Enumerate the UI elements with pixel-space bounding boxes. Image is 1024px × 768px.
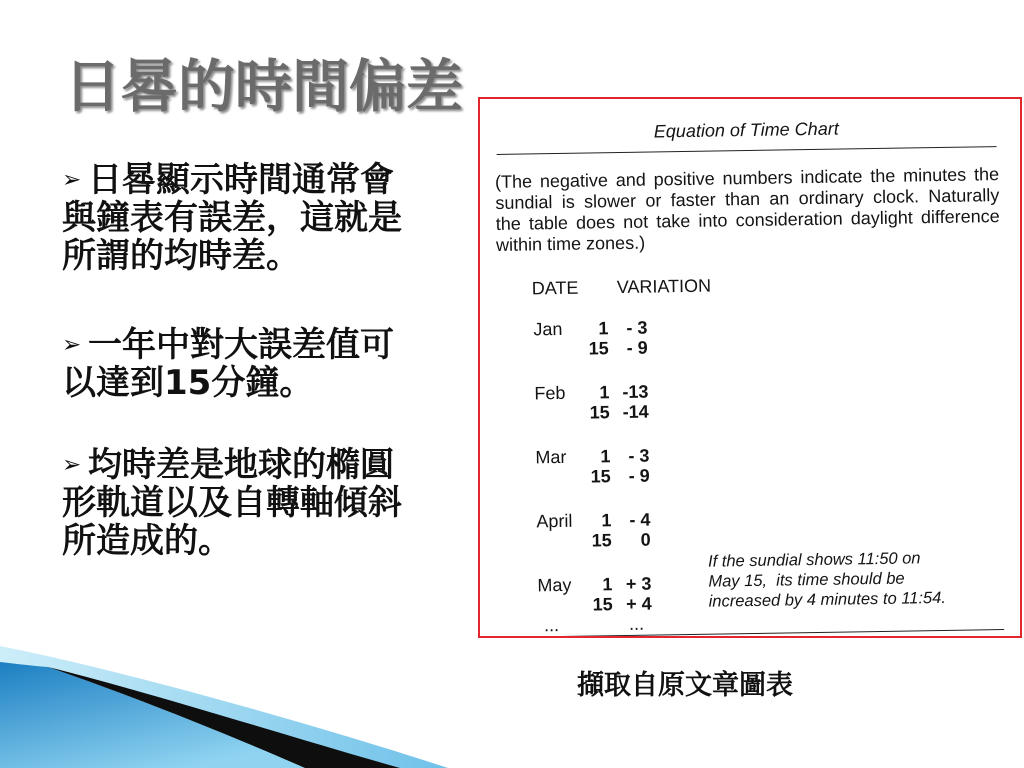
day-value: 1	[599, 382, 610, 403]
variation-value: -13	[622, 381, 649, 403]
bullet-item	[62, 446, 462, 560]
figure-title: Equation of Time Chart	[653, 118, 839, 142]
variation-value: - 4	[629, 509, 651, 530]
equation-of-time-chart-scan	[478, 97, 1022, 638]
intro-line: sundial is slower or faster than an ordinary clock. Naturally	[495, 185, 1000, 213]
day-value: 15	[589, 402, 610, 423]
bullet-item	[62, 161, 462, 275]
variation-value: + 4	[626, 593, 652, 614]
day-value: 1	[598, 318, 609, 339]
day-value: 15	[588, 338, 609, 359]
table-row	[479, 400, 719, 424]
table-row	[480, 464, 720, 488]
intro-line: within time zones.)	[495, 232, 646, 255]
bullet-line: 所謂的均時差。	[62, 236, 300, 276]
month-label: Jan	[533, 318, 563, 340]
bullet-arrow-icon: ➢	[62, 332, 82, 358]
month-label: Mar	[535, 446, 567, 468]
bullet-arrow-icon: ➢	[62, 452, 82, 478]
bullet-line: 與鐘表有誤差，這就是	[62, 198, 402, 238]
intro-line: (The negative and positive numbers indicate the minutes the	[494, 164, 1000, 192]
bullet-line: 所造成的。	[62, 521, 232, 561]
bullet-text: 日晷顯示時間通常會	[88, 160, 394, 200]
variation-value: - 3	[628, 445, 650, 466]
bullet-item	[62, 326, 462, 402]
table-row	[481, 528, 721, 552]
slide-title: 日晷的時間偏差	[64, 54, 463, 120]
table-row	[478, 337, 718, 361]
day-value: 15	[591, 530, 612, 551]
corner-swoosh-decoration	[0, 640, 460, 768]
variation-value: + 3	[625, 573, 652, 594]
note-line: If the sundial shows 11:50 on	[707, 549, 921, 571]
bullet-line	[62, 326, 462, 364]
variation-value: 0	[640, 529, 651, 550]
bullet-arrow-icon: ➢	[62, 167, 82, 193]
month-label: April	[536, 510, 573, 532]
figure-bottom-rule	[504, 629, 1004, 638]
day-value: 1	[601, 510, 612, 531]
day-value: 15	[590, 466, 611, 487]
month-block	[481, 572, 722, 616]
bullet-line	[62, 446, 462, 484]
day-value: 1	[600, 446, 611, 467]
figure-intro-paragraph	[495, 164, 1000, 256]
month-block	[478, 381, 719, 425]
figure-top-rule	[497, 146, 997, 155]
note-line: increased by 4 minutes to 11:54.	[708, 588, 947, 611]
table-continuation-variation: ...	[628, 613, 645, 634]
table-continuation-date: ...	[543, 615, 560, 636]
bullet-text: 一年中對大誤差值可	[88, 325, 394, 365]
variation-value: - 3	[626, 317, 648, 338]
bullet-line: 以達到15分鐘。	[62, 363, 314, 403]
table-row	[482, 592, 722, 616]
month-label: May	[537, 574, 572, 596]
example-note	[708, 548, 946, 612]
bullet-line	[62, 161, 462, 199]
variation-value: -14	[622, 401, 649, 423]
intro-line: the table does not take into consideration daylight difference	[495, 206, 1000, 234]
table-header-date: DATE	[531, 277, 579, 299]
variation-value: - 9	[628, 465, 650, 486]
table-header-variation: VARIATION	[616, 275, 712, 298]
figure-image-frame	[478, 97, 1022, 638]
month-block	[480, 508, 721, 552]
month-block	[478, 317, 718, 361]
day-value: 1	[602, 574, 613, 595]
month-label: Feb	[534, 382, 566, 404]
month-block	[479, 444, 720, 488]
variation-value: - 9	[626, 337, 648, 358]
note-line: May 15, its time should be	[708, 569, 905, 591]
bullet-text: 均時差是地球的橢圓	[88, 445, 394, 485]
day-value: 15	[592, 594, 613, 615]
bullet-line: 形軌道以及自轉軸傾斜	[62, 483, 402, 523]
figure-caption: 擷取自原文章圖表	[577, 670, 793, 701]
